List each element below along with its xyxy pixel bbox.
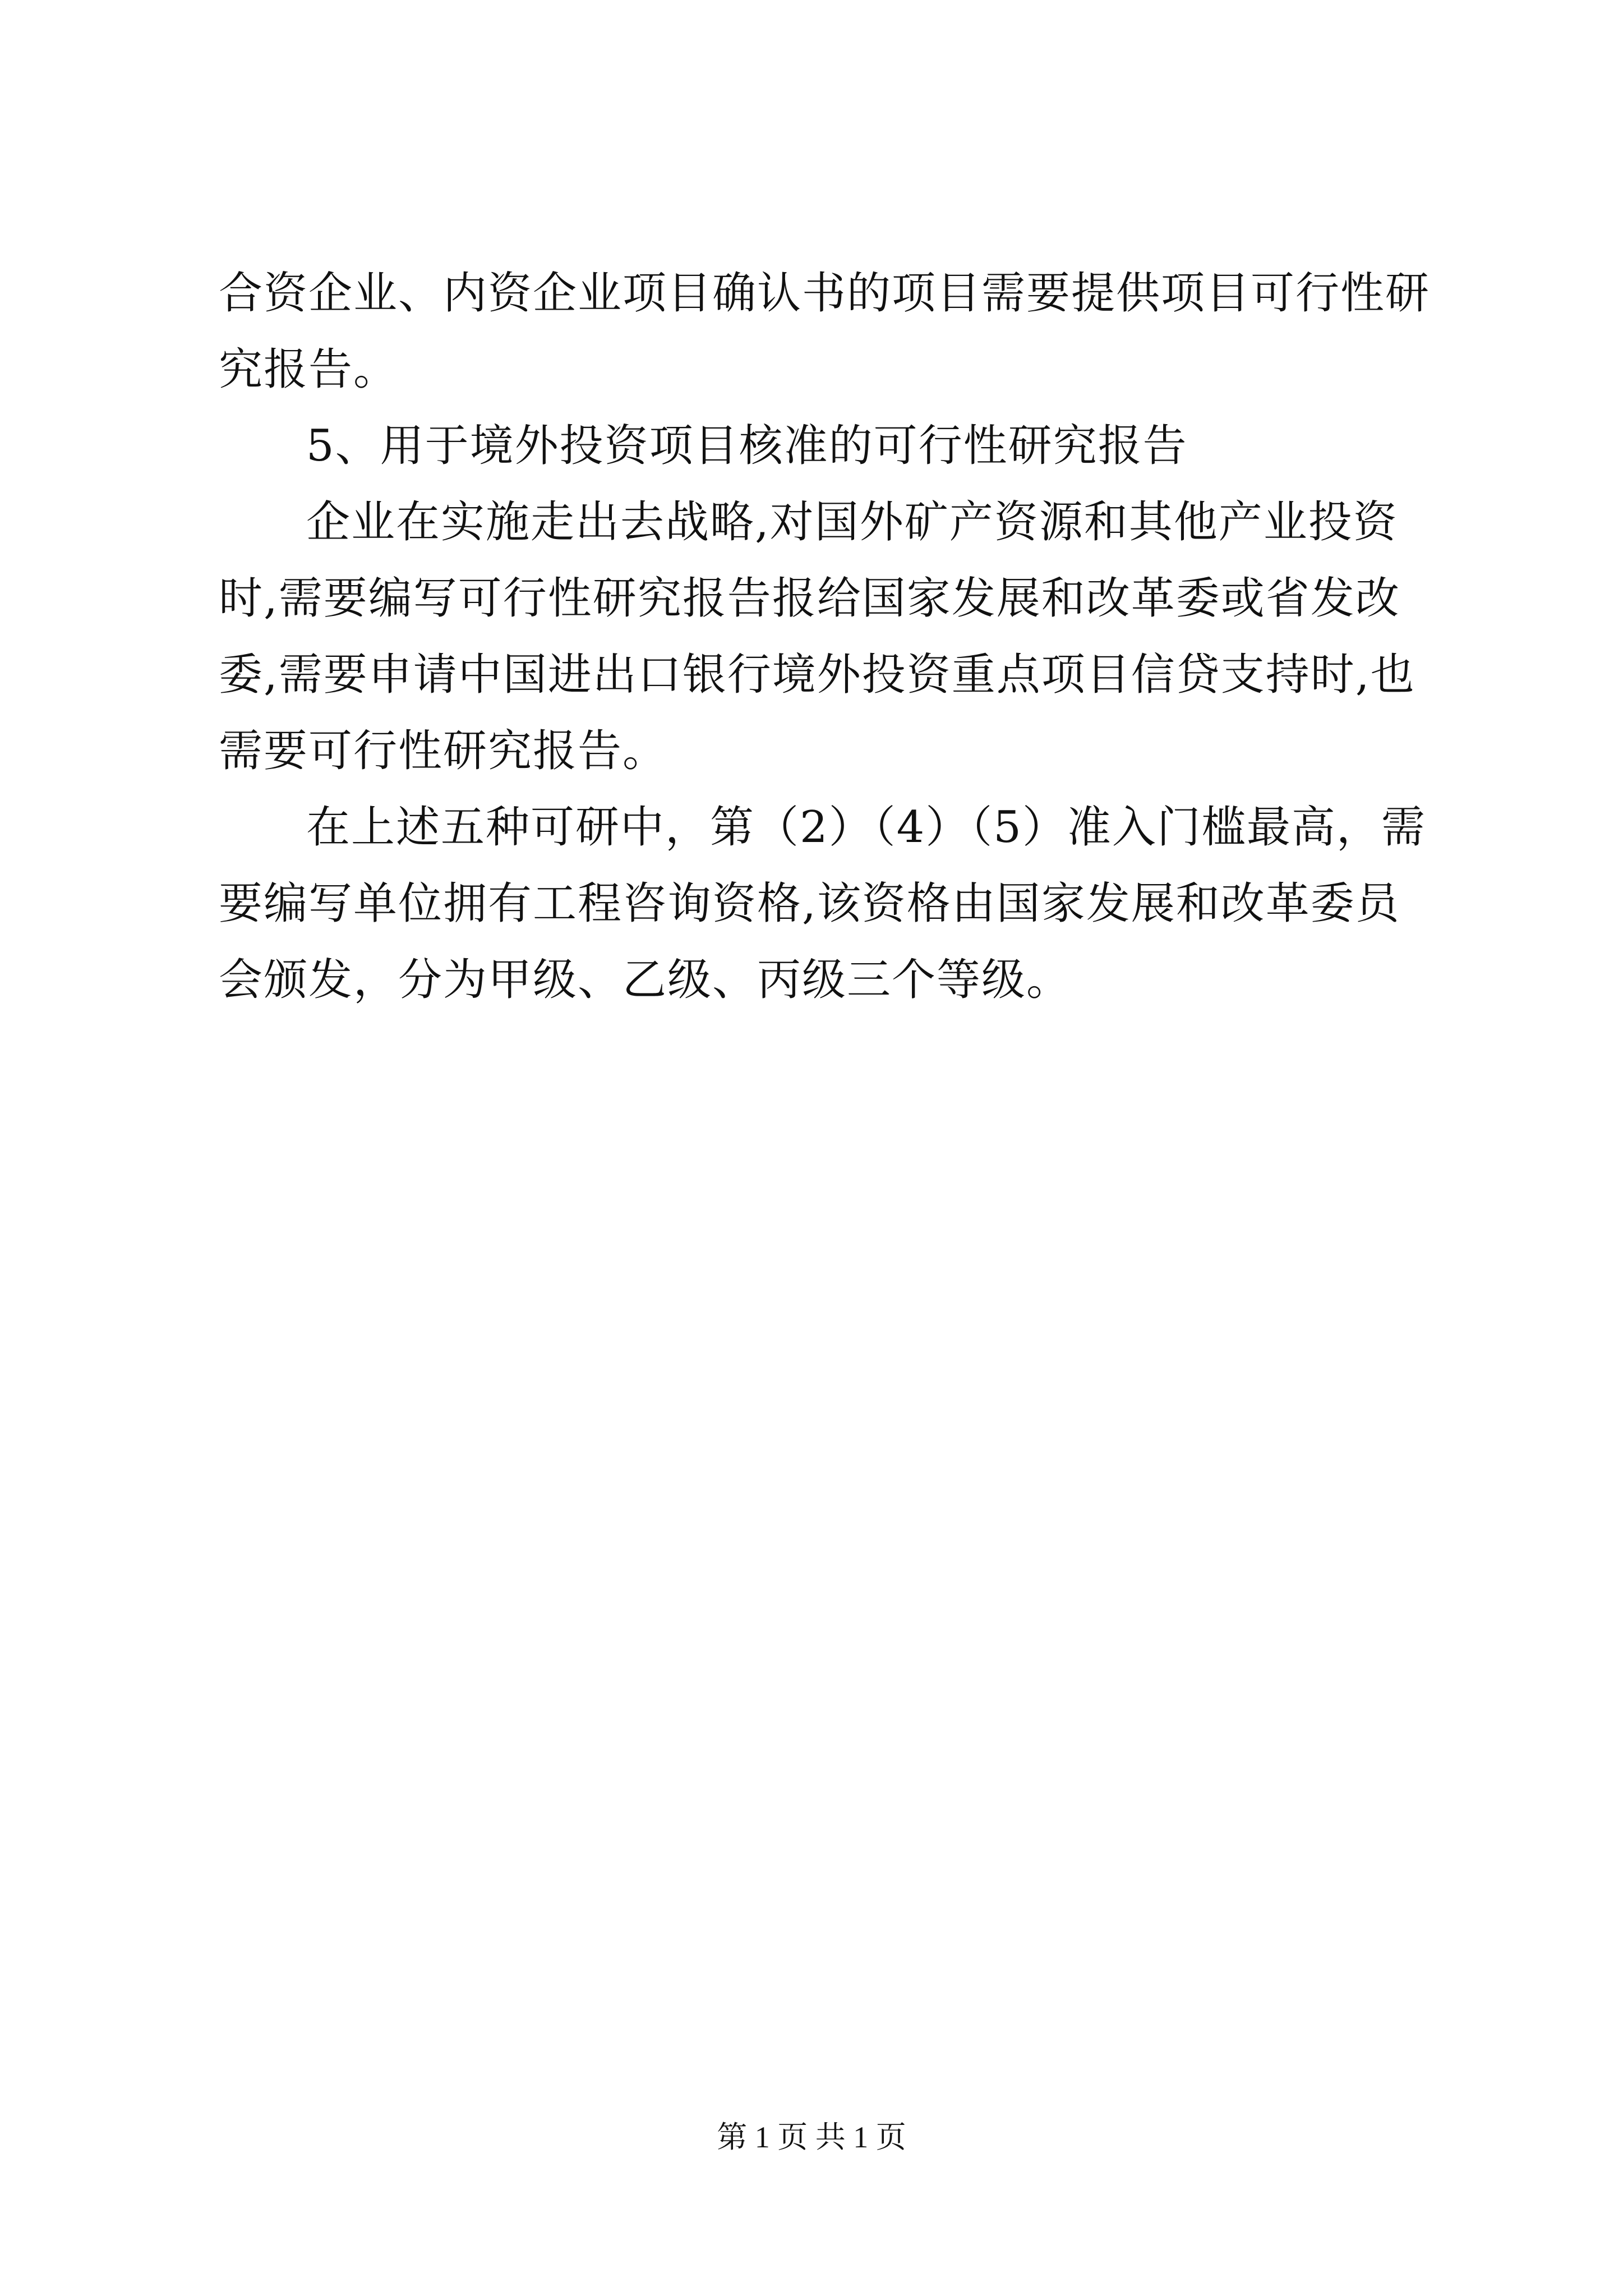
paragraph-summary: 在上述五种可研中，第（2）（4）（5）准入门槛最高，需要编写单位拥有工程咨询资格,该资格由国家发展和改革委员会颁发，分为甲级、乙级、丙级三个等级。 [219, 802, 1426, 1005]
document-body [219, 255, 1436, 1018]
section-heading-5: 5、用于境外投资项目核准的可行性研究报告 [306, 421, 1188, 471]
page-number-footer: 第 1 页 共 1 页 [717, 2120, 906, 2154]
paragraph-overseas-investment: 企业在实施走出去战略,对国外矿产资源和其他产业投资时,需要编写可行性研究报告报给国家发展和改革委或省发改委,需要申请中国进出口银行境外投资重点项目信贷支持时,也需要可行性研究报告。 [219, 497, 1415, 776]
paragraph-continuation: 合资企业、内资企业项目确认书的项目需要提供项目可行性研究报告。 [219, 268, 1431, 395]
